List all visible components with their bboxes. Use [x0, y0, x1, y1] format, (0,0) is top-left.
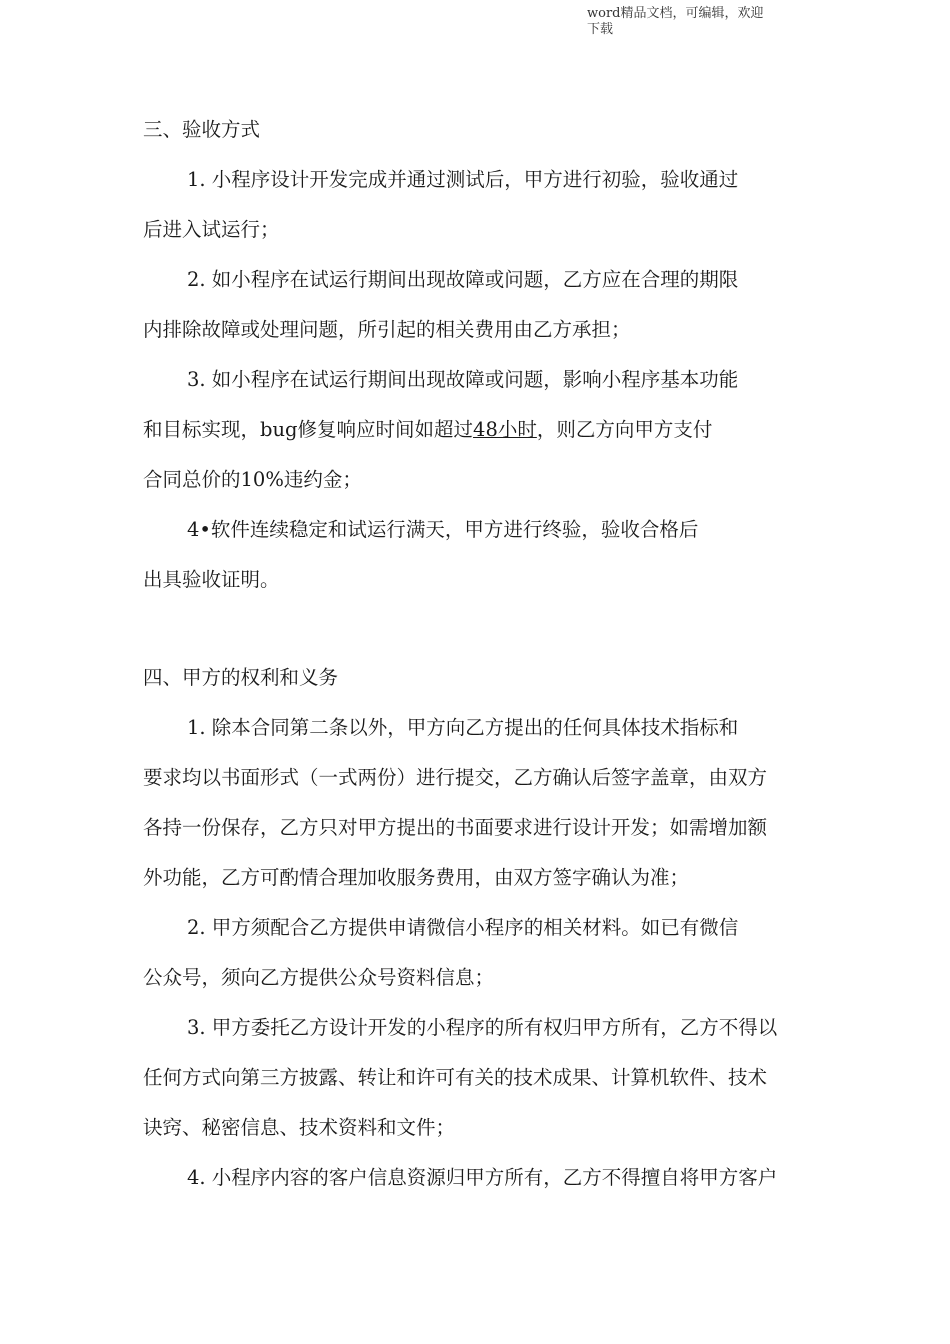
- s3-line-1: 1. 小程序设计开发完成并通过测试后，甲方进行初验，验收通过: [187, 168, 739, 191]
- s4-line-4: 外功能，乙方可酌情合理加收服务费用，由双方签字确认为准；: [143, 866, 690, 889]
- s3-line-4: 内排除故障或处理问题，所引起的相关费用由乙方承担；: [143, 318, 631, 341]
- s3-line-3: 2. 如小程序在试运行期间出现故障或问题，乙方应在合理的期限: [187, 268, 739, 291]
- s3-line-5: 3. 如小程序在试运行期间出现故障或问题，影响小程序基本功能: [187, 368, 739, 391]
- s3-line-7: 合同总价的10%违约金；: [143, 468, 362, 491]
- s3-line-2: 后进入试运行；: [143, 218, 280, 241]
- s4-line-9: 诀窍、秘密信息、技术资料和文件；: [143, 1116, 456, 1139]
- s3-line-9: 出具验收证明。: [143, 568, 280, 591]
- section-3-heading: 三、验收方式: [143, 118, 261, 141]
- s4-line-7: 3. 甲方委托乙方设计开发的小程序的所有权归甲方所有，乙方不得以: [187, 1016, 778, 1039]
- s4-line-1: 1. 除本合同第二条以外，甲方向乙方提出的任何具体技术指标和: [187, 716, 739, 739]
- underlined-time-limit: 48小时: [473, 418, 537, 441]
- s3-line-6-part-c: ，则乙方向甲方支付: [536, 418, 713, 441]
- section-4-heading: 四、甲方的权利和义务: [143, 666, 339, 689]
- s4-line-10: 4. 小程序内容的客户信息资源归甲方所有，乙方不得擅自将甲方客户: [187, 1166, 778, 1189]
- s3-line-6: [143, 416, 712, 444]
- s4-line-8: 任何方式向第三方披露、转让和许可有关的技术成果、计算机软件、技术: [143, 1066, 768, 1089]
- header-note-line-1: word精品文档，可编辑，欢迎: [587, 6, 764, 21]
- s3-line-6-part-a: 和目标实现，bug修复响应时间如超过: [143, 418, 474, 441]
- header-note: [587, 6, 787, 38]
- header-note-line-2: 下载: [587, 22, 614, 37]
- s4-line-6: 公众号，须向乙方提供公众号资料信息；: [143, 966, 495, 989]
- s4-line-5: 2. 甲方须配合乙方提供申请微信小程序的相关材料。如已有微信: [187, 916, 739, 939]
- s4-line-3: 各持一份保存，乙方只对甲方提出的书面要求进行设计开发；如需增加额: [143, 816, 768, 839]
- s4-line-2: 要求均以书面形式（一式两份）进行提交，乙方确认后签字盖章，由双方: [143, 766, 768, 789]
- s3-line-8: 4•软件连续稳定和试运行满天，甲方进行终验，验收合格后: [187, 518, 699, 541]
